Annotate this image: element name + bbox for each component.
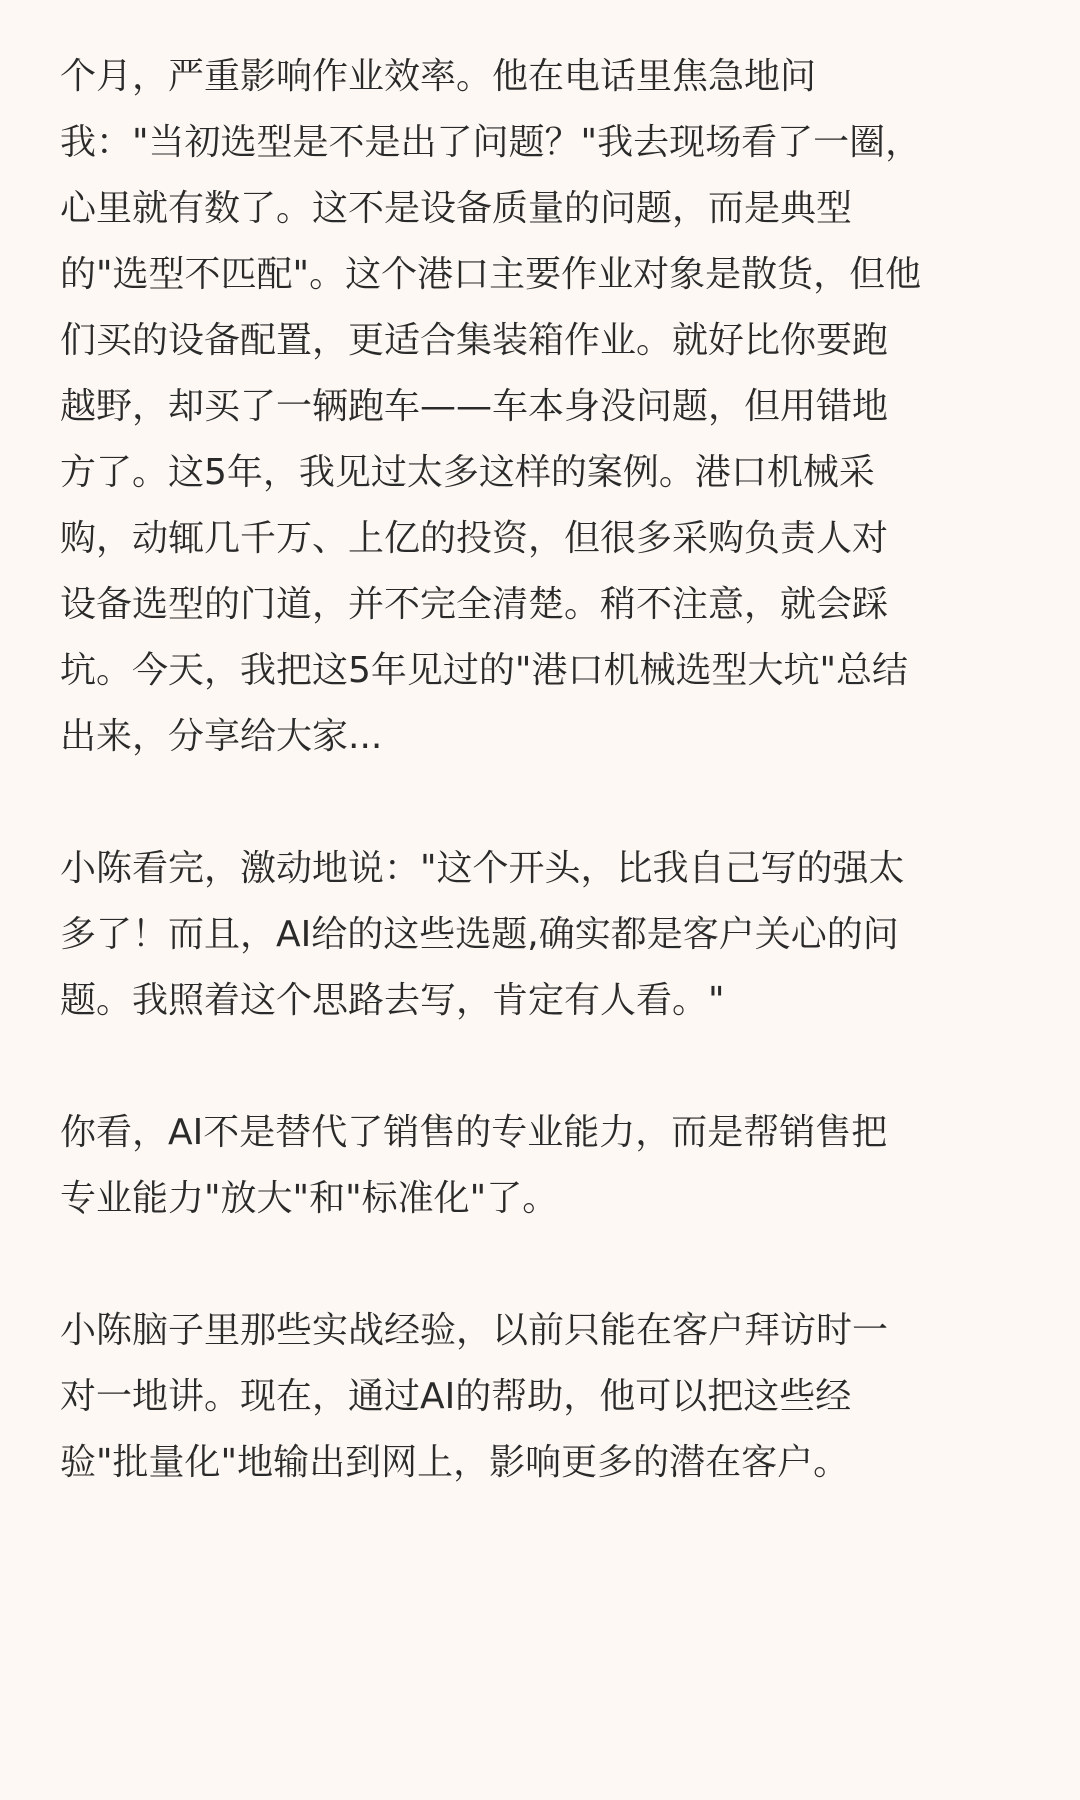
text-line: 的"选型不匹配"。这个港口主要作业对象是散货，但他 [60, 254, 922, 295]
text-line: 个月，严重影响作业效率。他在电话里焦急地问 [60, 56, 817, 97]
text-line: 多了！而且，AI给的这些选题,确实都是客户关心的问 [60, 914, 899, 955]
text-line: 设备选型的门道，并不完全清楚。稍不注意，就会踩 [60, 584, 889, 625]
text-line: 题。我照着这个思路去写，肯定有人看。" [60, 980, 725, 1021]
text-line: 方了。这5年，我见过太多这样的案例。港口机械采 [60, 452, 875, 493]
paragraph-4 [60, 1298, 1020, 1496]
paragraph-1 [60, 44, 1020, 770]
text-line: 你看，AI不是替代了销售的专业能力，而是帮销售把 [60, 1112, 888, 1153]
text-line: 我："当初选型是不是出了问题？"我去现场看了一圈， [60, 122, 922, 163]
text-line: 坑。今天，我把这5年见过的"港口机械选型大坑"总结 [60, 650, 909, 691]
text-line: 们买的设备配置，更适合集装箱作业。就好比你要跑 [60, 320, 889, 361]
paragraph-3 [60, 1100, 1020, 1232]
text-line: 小陈脑子里那些实战经验，以前只能在客户拜访时一 [60, 1310, 889, 1351]
text-line: 心里就有数了。这不是设备质量的问题，而是典型 [60, 188, 853, 229]
text-line: 购，动辄几千万、上亿的投资，但很多采购负责人对 [60, 518, 889, 559]
article-body [60, 44, 1020, 1496]
text-line: 验"批量化"地输出到网上，影响更多的潜在客户。 [60, 1442, 850, 1483]
text-line: 专业能力"放大"和"标准化"了。 [60, 1178, 559, 1219]
text-line: 出来，分享给大家... [60, 716, 383, 757]
paragraph-2 [60, 836, 1020, 1034]
text-line: 小陈看完，激动地说："这个开头，比我自己写的强太 [60, 848, 905, 889]
text-line: 越野，却买了一辆跑车——车本身没问题，但用错地 [60, 386, 889, 427]
text-line: 对一地讲。现在，通过AI的帮助，他可以把这些经 [60, 1376, 852, 1417]
